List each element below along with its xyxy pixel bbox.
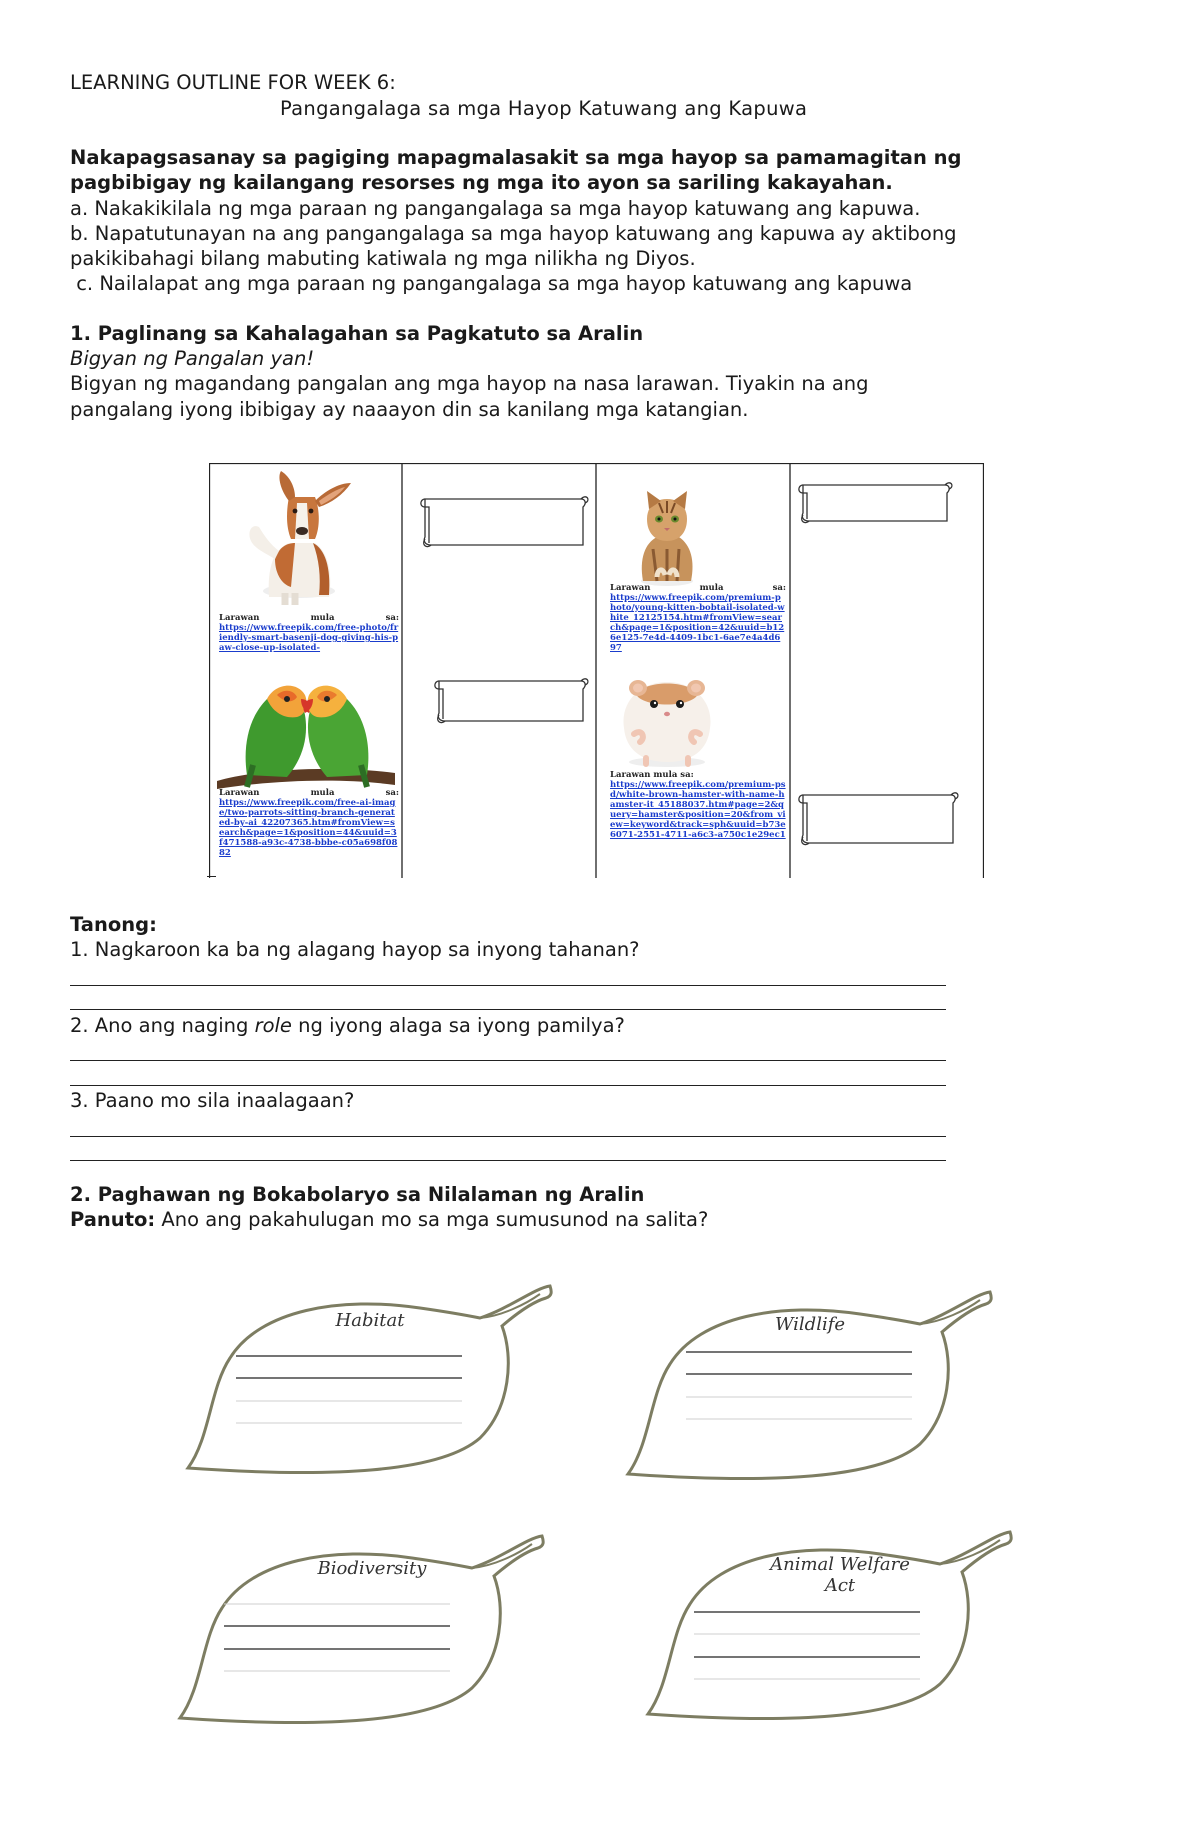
panuto bbox=[70, 1207, 708, 1232]
credit-label-word: sa: bbox=[772, 583, 786, 593]
credit-label-word: mula bbox=[310, 788, 335, 798]
parrots-image-credit bbox=[219, 788, 399, 858]
question-2-text: 2. Ano ang naging bbox=[70, 1014, 255, 1037]
dog-image bbox=[229, 467, 369, 607]
leaf-title-habitat: Habitat bbox=[335, 1310, 405, 1331]
credit-label-word: Larawan bbox=[219, 613, 260, 623]
cat-image bbox=[617, 489, 717, 589]
instructions-line1: Bigyan ng magandang pangalan ang mga hayop na nasa larawan. Tiyakin na ang bbox=[70, 372, 869, 395]
name-scroll-hamster[interactable] bbox=[795, 789, 961, 849]
leaf-biodiversity[interactable] bbox=[172, 1518, 547, 1728]
leaf-title-wildlife: Wildlife bbox=[774, 1314, 846, 1335]
question-3: 3. Paano mo sila inaalagaan? bbox=[70, 1089, 355, 1112]
answer-line[interactable] bbox=[70, 1009, 946, 1010]
leaf-title-animal-welfare-act bbox=[740, 1554, 940, 1596]
leaf-title-line: Act bbox=[824, 1575, 856, 1596]
question-2 bbox=[70, 1013, 625, 1038]
parrots-image-link[interactable]: https://www.freepik.com/free-ai-image/two-parrots-sitting-branch-generated-by-ai_42207365.htm#fromView=search&page=1&position=44&uuid=3f471588-a93c-4738-bbbe-c05a698f0882 bbox=[219, 798, 398, 858]
answer-line[interactable] bbox=[70, 985, 946, 986]
question-2-text-end: ng iyong alaga sa iyong pamilya? bbox=[291, 1014, 625, 1037]
section2-heading: 2. Paghawan ng Bokabolaryo sa Nilalaman ng Aralin bbox=[70, 1183, 645, 1206]
panuto-text: Ano ang pakahulugan mo sa mga sumusunod na salita? bbox=[155, 1208, 709, 1231]
leaf-title-line: Animal Welfare bbox=[770, 1554, 910, 1575]
name-scroll-cat[interactable] bbox=[795, 479, 955, 527]
credit-label-word: sa: bbox=[385, 788, 399, 798]
answer-line[interactable] bbox=[70, 1060, 946, 1061]
credit-label-word: mula bbox=[699, 583, 724, 593]
credit-label-word: mula bbox=[310, 613, 335, 623]
credit-label-word: Larawan bbox=[610, 583, 651, 593]
hamster-image bbox=[612, 668, 722, 768]
name-scroll-dog[interactable] bbox=[417, 493, 591, 551]
objective-a: a. Nakakikilala ng mga paraan ng pangangalaga sa mga hayop katuwang ang kapuwa. bbox=[70, 197, 921, 220]
hamster-image-link[interactable]: https://www.freepik.com/premium-psd/white-brown-hamster-with-name-hamster-it_45188037.htm#page=2&query=hamster&position=20&from_view=keyword&track=sph&uuid=b73e6071-2551-4711-a6c3-a750c1e29ec1 bbox=[610, 780, 786, 840]
leaf-wildlife[interactable] bbox=[620, 1274, 995, 1484]
answer-line[interactable] bbox=[70, 1160, 946, 1161]
hamster-image-credit bbox=[610, 770, 786, 840]
naming-activity-table bbox=[209, 463, 984, 878]
credit-label-word: sa: bbox=[385, 613, 399, 623]
answer-line[interactable] bbox=[70, 1136, 946, 1137]
outline-title: LEARNING OUTLINE FOR WEEK 6: bbox=[70, 71, 396, 94]
credit-label-word: Larawan bbox=[219, 788, 260, 798]
section1-heading: 1. Paglinang sa Kahalagahan sa Pagkatuto sa Aralin bbox=[70, 322, 644, 345]
instructions-line2: pangalang iyong ibibigay ay naaayon din sa kanilang mga katangian. bbox=[70, 398, 749, 421]
question-1: 1. Nagkaroon ka ba ng alagang hayop sa inyong tahanan? bbox=[70, 938, 640, 961]
questions-heading: Tanong: bbox=[70, 913, 157, 936]
dog-image-link[interactable]: https://www.freepik.com/free-photo/friendly-smart-basenji-dog-giving-his-paw-close-up-isolated- bbox=[219, 623, 399, 653]
parrots-image bbox=[217, 669, 395, 789]
activity-title: Bigyan ng Pangalan yan! bbox=[70, 347, 315, 370]
question-2-role: role bbox=[254, 1014, 292, 1037]
lesson-title: Pangangalaga sa mga Hayop Katuwang ang Kapuwa bbox=[280, 97, 808, 120]
panuto-label: Panuto: bbox=[70, 1208, 156, 1231]
objective-b-line2: pakikibahagi bilang mabuting katiwala ng mga nilikha ng Diyos. bbox=[70, 247, 696, 270]
objective-main-line1: Nakapagsasanay sa pagiging mapagmalasakit sa mga hayop sa pamamagitan ng bbox=[70, 146, 962, 169]
table-stub-mark bbox=[207, 876, 216, 877]
leaf-habitat[interactable] bbox=[180, 1268, 555, 1478]
objective-b-line1: b. Napatutunayan na ang pangangalaga sa mga hayop katuwang ang kapuwa ay aktibong bbox=[70, 222, 957, 245]
cat-image-credit bbox=[610, 583, 786, 653]
cat-image-link[interactable]: https://www.freepik.com/premium-photo/young-kitten-bobtail-isolated-white_12125154.htm#fromView=search&page=1&position=42&uuid=b126e125-7e4d-4409-1bc1-6ae7e4a4d697 bbox=[610, 593, 785, 653]
credit-label: Larawan mula sa: bbox=[610, 770, 694, 780]
objective-main-line2: pagbibigay ng kailangang resorses ng mga ito ayon sa sariling kakayahan. bbox=[70, 171, 893, 194]
answer-line[interactable] bbox=[70, 1085, 946, 1086]
objective-c: c. Nailalapat ang mga paraan ng pangangalaga sa mga hayop katuwang ang kapuwa bbox=[70, 272, 913, 295]
name-scroll-parrots[interactable] bbox=[431, 675, 591, 727]
leaf-title-biodiversity: Biodiversity bbox=[317, 1558, 427, 1579]
dog-image-credit bbox=[219, 613, 399, 653]
leaf-animal-welfare-act[interactable] bbox=[640, 1514, 1015, 1724]
